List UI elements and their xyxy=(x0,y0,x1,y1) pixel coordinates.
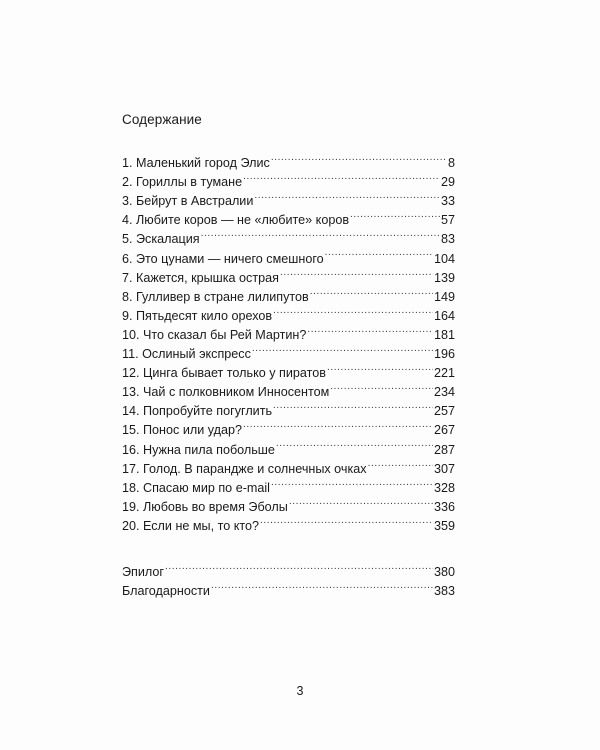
toc-entry-label: 4. Любите коров — не «любите» коров xyxy=(122,213,350,228)
toc-entry-page: 83 xyxy=(440,232,455,247)
toc-entry-page: 8 xyxy=(447,156,455,171)
dot-leader xyxy=(260,511,433,530)
dot-leader xyxy=(325,243,433,262)
dot-leader xyxy=(289,492,433,511)
dot-leader xyxy=(254,186,440,205)
toc-entry-label: 16. Нужна пила побольше xyxy=(122,442,275,457)
dot-leader xyxy=(165,557,433,576)
dot-leader xyxy=(273,396,433,415)
dot-leader xyxy=(368,454,433,473)
toc-entry-page: 234 xyxy=(433,385,455,400)
toc-entry-page: 33 xyxy=(440,194,455,209)
toc-entry-page: 257 xyxy=(433,404,455,419)
toc-entry-page: 139 xyxy=(433,270,455,285)
toc-entry-label: 20. Если не мы, то кто? xyxy=(122,518,260,533)
dot-leader xyxy=(243,415,433,434)
dot-leader xyxy=(201,224,440,243)
toc-entry-label: Эпилог xyxy=(122,565,164,580)
toc-entry-label: 17. Голод. В парандже и солнечных очках xyxy=(122,461,367,476)
dot-leader xyxy=(280,263,433,282)
toc-title: Содержание xyxy=(122,112,202,127)
toc-entry-label: Благодарности xyxy=(122,584,210,599)
dot-leader xyxy=(327,358,433,377)
toc-entry-page: 164 xyxy=(433,308,455,323)
dot-leader xyxy=(252,339,433,358)
toc-entry-page: 181 xyxy=(433,327,455,342)
toc-entry-label: 12. Цинга бывает только у пиратов xyxy=(122,366,326,381)
dot-leader xyxy=(350,205,440,224)
toc-entry-label: 18. Спасаю мир по e-mail xyxy=(122,480,270,495)
toc-entry-page: 307 xyxy=(433,461,455,476)
toc-entry-label: 7. Кажется, крышка острая xyxy=(122,270,279,285)
toc-entry-page: 104 xyxy=(433,251,455,266)
toc-entry-label: 19. Любовь во время Эболы xyxy=(122,499,288,514)
toc-entry-page: 359 xyxy=(433,518,455,533)
toc-entry xyxy=(122,576,455,599)
toc-entry-label: 10. Что сказал бы Рей Мартин? xyxy=(122,327,307,342)
toc-entry-page: 287 xyxy=(433,442,455,457)
toc-entry-label: 9. Пятьдесят кило орехов xyxy=(122,308,273,323)
toc-entry-page: 267 xyxy=(433,423,455,438)
toc-entry-page: 328 xyxy=(433,480,455,495)
toc-entry-page: 196 xyxy=(433,347,455,362)
toc-entry-label: 5. Эскалация xyxy=(122,232,200,247)
toc-entry xyxy=(122,148,455,171)
toc-entry-label: 13. Чай с полковником Инносентом xyxy=(122,385,330,400)
dot-leader xyxy=(276,434,433,453)
toc-entry-label: 15. Понос или удар? xyxy=(122,423,242,438)
dot-leader xyxy=(271,148,447,167)
toc-entry-label: 14. Попробуйте погуглить xyxy=(122,404,273,419)
toc-entry-page: 221 xyxy=(433,366,455,381)
dot-leader xyxy=(271,473,433,492)
dot-leader xyxy=(310,282,433,301)
toc-entry-page: 57 xyxy=(440,213,455,228)
toc-entry-label: 1. Маленький город Элис xyxy=(122,156,270,171)
toc-entry-page: 383 xyxy=(433,584,455,599)
toc-chapter-list xyxy=(122,148,455,533)
toc-entry-page: 336 xyxy=(433,499,455,514)
toc-entry-label: 3. Бейрут в Австралии xyxy=(122,194,254,209)
toc-entry-label: 2. Гориллы в тумане xyxy=(122,175,243,190)
toc-entry-page: 29 xyxy=(440,175,455,190)
toc-entry-label: 8. Гулливер в стране лилипутов xyxy=(122,289,309,304)
toc-back-matter-list xyxy=(122,557,455,599)
toc-entry-page: 149 xyxy=(433,289,455,304)
dot-leader xyxy=(330,377,433,396)
toc-entry-label: 11. Ослиный экспресс xyxy=(122,347,251,362)
dot-leader xyxy=(273,301,433,320)
toc-entry-label: 6. Это цунами — ничего смешного xyxy=(122,251,324,266)
dot-leader xyxy=(211,576,433,595)
toc-entry xyxy=(122,557,455,580)
dot-leader xyxy=(243,167,440,186)
dot-leader xyxy=(307,320,433,339)
page-number: 3 xyxy=(296,684,304,698)
toc-entry-page: 380 xyxy=(433,565,455,580)
